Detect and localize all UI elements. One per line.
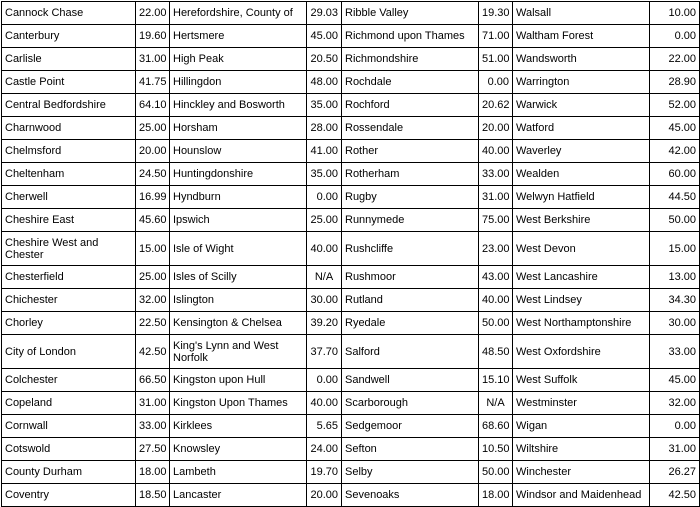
authority-name-cell: Rossendale <box>342 117 479 140</box>
authority-name-cell: Lancaster <box>170 484 307 507</box>
authority-name-cell: Isles of Scilly <box>170 266 307 289</box>
authority-name-cell: Cornwall <box>2 415 136 438</box>
value-cell: 52.00 <box>650 94 700 117</box>
authority-name-cell: Cheshire West and Chester <box>2 232 136 266</box>
authority-name-cell: Selby <box>342 461 479 484</box>
authority-name-cell: Hertsmere <box>170 25 307 48</box>
authority-name-cell: Warrington <box>513 71 650 94</box>
authority-name-cell: Rochford <box>342 94 479 117</box>
authority-name-cell: Chesterfield <box>2 266 136 289</box>
value-cell: 0.00 <box>650 415 700 438</box>
authority-name-cell: Rotherham <box>342 163 479 186</box>
value-cell: 19.30 <box>479 2 513 25</box>
table-row <box>2 232 700 266</box>
value-cell: 30.00 <box>650 312 700 335</box>
authority-name-cell: Chorley <box>2 312 136 335</box>
authority-name-cell: Sedgemoor <box>342 415 479 438</box>
authority-name-cell: Kirklees <box>170 415 307 438</box>
authority-name-cell: Ryedale <box>342 312 479 335</box>
value-cell: 22.00 <box>650 48 700 71</box>
value-cell: 20.00 <box>479 117 513 140</box>
value-cell: 0.00 <box>307 186 342 209</box>
authority-name-cell: Kingston Upon Thames <box>170 392 307 415</box>
value-cell: 31.00 <box>136 48 170 71</box>
value-cell: 40.00 <box>307 392 342 415</box>
table-row <box>2 117 700 140</box>
authority-name-cell: Waverley <box>513 140 650 163</box>
authority-name-cell: Charnwood <box>2 117 136 140</box>
value-cell: 43.00 <box>479 266 513 289</box>
authority-name-cell: West Lindsey <box>513 289 650 312</box>
value-cell: 45.00 <box>650 117 700 140</box>
value-cell: 10.00 <box>650 2 700 25</box>
authority-name-cell: Knowsley <box>170 438 307 461</box>
table-row <box>2 71 700 94</box>
value-cell: 64.10 <box>136 94 170 117</box>
authority-name-cell: Chelmsford <box>2 140 136 163</box>
value-cell: 33.00 <box>650 335 700 369</box>
authority-name-cell: Wiltshire <box>513 438 650 461</box>
authority-name-cell: Wigan <box>513 415 650 438</box>
authority-name-cell: Runnymede <box>342 209 479 232</box>
table-row <box>2 25 700 48</box>
value-cell: N/A <box>307 266 342 289</box>
value-cell: 0.00 <box>650 25 700 48</box>
table-row <box>2 163 700 186</box>
authority-name-cell: Copeland <box>2 392 136 415</box>
authority-name-cell: Warwick <box>513 94 650 117</box>
authority-name-cell: Scarborough <box>342 392 479 415</box>
authority-name-cell: Cheshire East <box>2 209 136 232</box>
authority-name-cell: Wandsworth <box>513 48 650 71</box>
value-cell: 0.00 <box>307 369 342 392</box>
value-cell: 45.00 <box>307 25 342 48</box>
authority-name-cell: Richmond upon Thames <box>342 25 479 48</box>
value-cell: 32.00 <box>136 289 170 312</box>
value-cell: 50.00 <box>479 461 513 484</box>
authority-name-cell: Ribble Valley <box>342 2 479 25</box>
value-cell: 23.00 <box>479 232 513 266</box>
value-cell: 40.00 <box>479 289 513 312</box>
value-cell: 26.27 <box>650 461 700 484</box>
authority-name-cell: Walsall <box>513 2 650 25</box>
value-cell: 15.00 <box>136 232 170 266</box>
authority-name-cell: West Suffolk <box>513 369 650 392</box>
authority-name-cell: Rushcliffe <box>342 232 479 266</box>
value-cell: 50.00 <box>479 312 513 335</box>
authority-name-cell: Colchester <box>2 369 136 392</box>
authority-name-cell: Cherwell <box>2 186 136 209</box>
value-cell: 39.20 <box>307 312 342 335</box>
value-cell: 71.00 <box>479 25 513 48</box>
value-cell: 18.00 <box>479 484 513 507</box>
value-cell: 40.00 <box>479 140 513 163</box>
authority-name-cell: County Durham <box>2 461 136 484</box>
value-cell: 68.60 <box>479 415 513 438</box>
value-cell: 18.50 <box>136 484 170 507</box>
value-cell: 33.00 <box>136 415 170 438</box>
authority-name-cell: Watford <box>513 117 650 140</box>
authority-name-cell: West Oxfordshire <box>513 335 650 369</box>
value-cell: 28.90 <box>650 71 700 94</box>
authority-name-cell: Sevenoaks <box>342 484 479 507</box>
value-cell: 20.00 <box>307 484 342 507</box>
value-cell: 33.00 <box>479 163 513 186</box>
value-cell: 25.00 <box>136 266 170 289</box>
value-cell: 45.00 <box>650 369 700 392</box>
authority-name-cell: Cheltenham <box>2 163 136 186</box>
authority-name-cell: Isle of Wight <box>170 232 307 266</box>
authority-name-cell: Chichester <box>2 289 136 312</box>
value-cell: 40.00 <box>307 232 342 266</box>
authority-name-cell: Welwyn Hatfield <box>513 186 650 209</box>
authority-name-cell: Sefton <box>342 438 479 461</box>
value-cell: 41.00 <box>307 140 342 163</box>
table-row <box>2 289 700 312</box>
table-row <box>2 266 700 289</box>
authority-name-cell: Canterbury <box>2 25 136 48</box>
value-cell: 48.50 <box>479 335 513 369</box>
authority-name-cell: Windsor and Maidenhead <box>513 484 650 507</box>
table-body <box>2 2 700 507</box>
authority-name-cell: Waltham Forest <box>513 25 650 48</box>
value-cell: 25.00 <box>136 117 170 140</box>
value-cell: 42.00 <box>650 140 700 163</box>
value-cell: 31.00 <box>479 186 513 209</box>
value-cell: 34.30 <box>650 289 700 312</box>
value-cell: 24.50 <box>136 163 170 186</box>
authority-name-cell: Rochdale <box>342 71 479 94</box>
value-cell: 29.03 <box>307 2 342 25</box>
authority-name-cell: King's Lynn and West Norfolk <box>170 335 307 369</box>
value-cell: 13.00 <box>650 266 700 289</box>
value-cell: 15.00 <box>650 232 700 266</box>
authority-name-cell: Richmondshire <box>342 48 479 71</box>
authority-name-cell: Central Bedfordshire <box>2 94 136 117</box>
authority-name-cell: Rugby <box>342 186 479 209</box>
value-cell: 30.00 <box>307 289 342 312</box>
authority-name-cell: Rushmoor <box>342 266 479 289</box>
authority-name-cell: Huntingdonshire <box>170 163 307 186</box>
value-cell: 44.50 <box>650 186 700 209</box>
authority-name-cell: Herefordshire, County of <box>170 2 307 25</box>
value-cell: 25.00 <box>307 209 342 232</box>
value-cell: 37.70 <box>307 335 342 369</box>
value-cell: 66.50 <box>136 369 170 392</box>
value-cell: 31.00 <box>136 392 170 415</box>
value-cell: 16.99 <box>136 186 170 209</box>
authority-name-cell: Coventry <box>2 484 136 507</box>
authority-name-cell: West Northamptonshire <box>513 312 650 335</box>
value-cell: 35.00 <box>307 94 342 117</box>
table-row <box>2 461 700 484</box>
value-cell: 75.00 <box>479 209 513 232</box>
table-row <box>2 186 700 209</box>
authority-name-cell: Rutland <box>342 289 479 312</box>
authority-name-cell: Carlisle <box>2 48 136 71</box>
table-row <box>2 2 700 25</box>
value-cell: 31.00 <box>650 438 700 461</box>
value-cell: 60.00 <box>650 163 700 186</box>
value-cell: 19.70 <box>307 461 342 484</box>
authority-name-cell: Hyndburn <box>170 186 307 209</box>
authority-name-cell: Kingston upon Hull <box>170 369 307 392</box>
authority-name-cell: Cannock Chase <box>2 2 136 25</box>
value-cell: 42.50 <box>650 484 700 507</box>
value-cell: 24.00 <box>307 438 342 461</box>
table-row <box>2 312 700 335</box>
value-cell: 22.50 <box>136 312 170 335</box>
value-cell: 45.60 <box>136 209 170 232</box>
authority-name-cell: Sandwell <box>342 369 479 392</box>
authority-name-cell: Hinckley and Bosworth <box>170 94 307 117</box>
value-cell: 32.00 <box>650 392 700 415</box>
council-values-table <box>1 1 700 507</box>
authority-name-cell: Wealden <box>513 163 650 186</box>
value-cell: N/A <box>479 392 513 415</box>
authority-name-cell: High Peak <box>170 48 307 71</box>
authority-name-cell: Kensington & Chelsea <box>170 312 307 335</box>
table-row <box>2 392 700 415</box>
authority-name-cell: Islington <box>170 289 307 312</box>
value-cell: 27.50 <box>136 438 170 461</box>
authority-name-cell: Hounslow <box>170 140 307 163</box>
authority-name-cell: Rother <box>342 140 479 163</box>
value-cell: 42.50 <box>136 335 170 369</box>
table-row <box>2 94 700 117</box>
value-cell: 41.75 <box>136 71 170 94</box>
value-cell: 20.00 <box>136 140 170 163</box>
value-cell: 20.62 <box>479 94 513 117</box>
table-row <box>2 369 700 392</box>
value-cell: 15.10 <box>479 369 513 392</box>
authority-name-cell: Salford <box>342 335 479 369</box>
authority-name-cell: West Lancashire <box>513 266 650 289</box>
value-cell: 19.60 <box>136 25 170 48</box>
table-row <box>2 48 700 71</box>
authority-name-cell: West Berkshire <box>513 209 650 232</box>
authority-name-cell: Westminster <box>513 392 650 415</box>
authority-name-cell: City of London <box>2 335 136 369</box>
authority-name-cell: Ipswich <box>170 209 307 232</box>
value-cell: 10.50 <box>479 438 513 461</box>
table-row <box>2 415 700 438</box>
table-row <box>2 484 700 507</box>
value-cell: 22.00 <box>136 2 170 25</box>
value-cell: 50.00 <box>650 209 700 232</box>
value-cell: 35.00 <box>307 163 342 186</box>
value-cell: 51.00 <box>479 48 513 71</box>
authority-name-cell: Horsham <box>170 117 307 140</box>
value-cell: 20.50 <box>307 48 342 71</box>
authority-name-cell: Winchester <box>513 461 650 484</box>
table-row <box>2 209 700 232</box>
authority-name-cell: Castle Point <box>2 71 136 94</box>
value-cell: 48.00 <box>307 71 342 94</box>
value-cell: 5.65 <box>307 415 342 438</box>
value-cell: 28.00 <box>307 117 342 140</box>
authority-name-cell: Hillingdon <box>170 71 307 94</box>
table-row <box>2 140 700 163</box>
authority-name-cell: Lambeth <box>170 461 307 484</box>
authority-name-cell: West Devon <box>513 232 650 266</box>
table-row <box>2 335 700 369</box>
value-cell: 18.00 <box>136 461 170 484</box>
authority-name-cell: Cotswold <box>2 438 136 461</box>
value-cell: 0.00 <box>479 71 513 94</box>
